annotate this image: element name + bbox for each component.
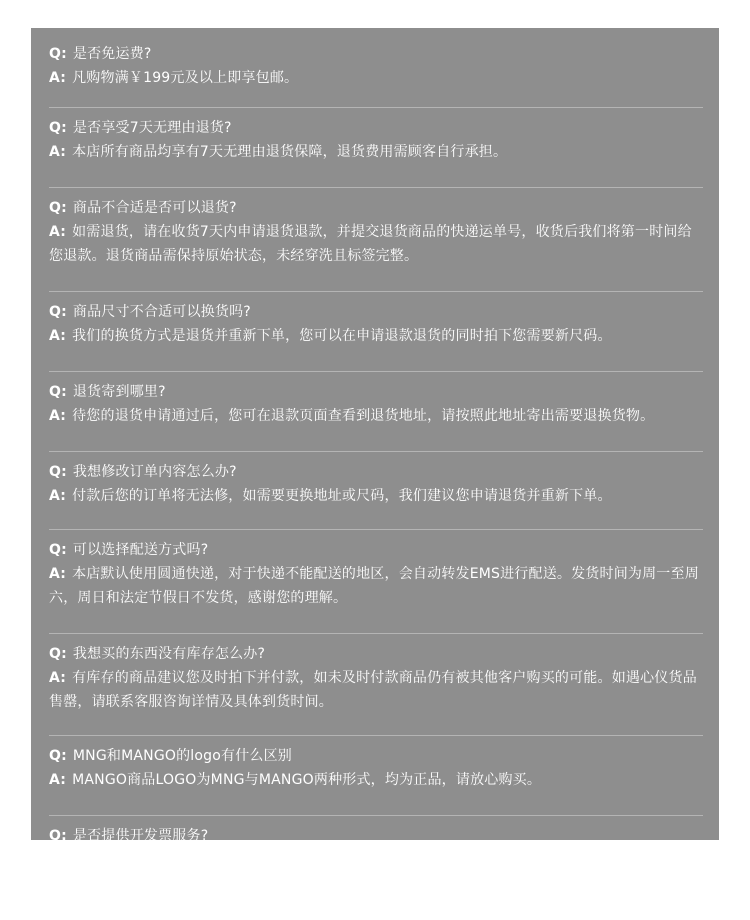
- faq-question: [49, 460, 703, 484]
- faq-question: [49, 824, 703, 848]
- question-prefix: Q:: [49, 542, 67, 558]
- question-prefix: Q:: [49, 120, 67, 136]
- question-text: 我想修改订单内容怎么办?: [72, 464, 237, 480]
- question-prefix: Q:: [49, 748, 67, 764]
- question-text: 商品不合适是否可以退货?: [72, 200, 237, 216]
- question-text: 是否提供开发票服务?: [72, 828, 209, 844]
- faq-answer: [49, 848, 703, 896]
- faq-item: [49, 300, 703, 372]
- faq-answer: [49, 324, 703, 348]
- faq-question: [49, 642, 703, 666]
- question-text: 我想买的东西没有库存怎么办?: [72, 646, 266, 662]
- answer-prefix: A:: [49, 670, 67, 686]
- question-text: 是否享受7天无理由退货?: [72, 120, 232, 136]
- faq-question: [49, 538, 703, 562]
- answer-text: 本店所有商品均享有7天无理由退货保障，退货费用需顾客自行承担。: [72, 144, 508, 160]
- faq-answer: [49, 220, 703, 268]
- question-text: 退货寄到哪里?: [72, 384, 166, 400]
- question-prefix: Q:: [49, 464, 67, 480]
- answer-text: 待您的退货申请通过后，您可在退款页面查看到退货地址，请按照此地址寄出需要退换货物。: [72, 408, 655, 424]
- faq-answer: [49, 404, 703, 428]
- faq-panel: [31, 28, 719, 892]
- faq-item: [49, 538, 703, 634]
- answer-text: 有库存的商品建议您及时拍下并付款，如未及时付款商品仍有被其他客户购买的可能。如遇心仪货品售罄，请联系客服咨询详情及具体到货时间。: [49, 670, 697, 710]
- question-prefix: Q:: [49, 828, 67, 844]
- answer-text: 付款后您的订单将无法修，如需要更换地址或尺码，我们建议您申请退货并重新下单。: [72, 488, 612, 504]
- answer-text: 我们的换货方式是退货并重新下单，您可以在申请退款退货的同时拍下您需要新尺码。: [72, 328, 612, 344]
- answer-text: 如需退货，请在收货7天内申请退货退款，并提交退货商品的快递运单号，收货后我们将第一时间给您退款。退货商品需保持原始状态，未经穿洗且标签完整。: [49, 224, 692, 264]
- faq-item: [49, 42, 703, 108]
- faq-item: [49, 642, 703, 736]
- faq-question: [49, 300, 703, 324]
- faq-question: [49, 380, 703, 404]
- faq-question: [49, 196, 703, 220]
- question-prefix: Q:: [49, 384, 67, 400]
- answer-text: 本店默认使用圆通快递，对于快递不能配送的地区，会自动转发EMS进行配送。发货时间为周一至周六，周日和法定节假日不发货，感谢您的理解。: [49, 566, 699, 606]
- answer-prefix: A:: [49, 408, 67, 424]
- answer-prefix: A:: [49, 566, 67, 582]
- answer-prefix: A:: [49, 852, 67, 868]
- faq-question: [49, 116, 703, 140]
- question-prefix: Q:: [49, 200, 67, 216]
- faq-answer: [49, 768, 703, 792]
- faq-answer: [49, 66, 703, 90]
- question-text: MNG和MANGO的logo有什么区别: [72, 748, 293, 764]
- answer-prefix: A:: [49, 224, 67, 240]
- question-prefix: Q:: [49, 646, 67, 662]
- question-text: 可以选择配送方式吗?: [72, 542, 209, 558]
- faq-item: [49, 824, 703, 920]
- answer-prefix: A:: [49, 328, 67, 344]
- faq-answer: [49, 562, 703, 610]
- faq-answer: [49, 140, 703, 164]
- answer-text: MANGO商品LOGO为MNG与MANGO两种形式，均为正品，请放心购买。: [72, 772, 542, 788]
- faq-answer: [49, 484, 703, 508]
- faq-question: [49, 744, 703, 768]
- question-prefix: Q:: [49, 46, 67, 62]
- question-prefix: Q:: [49, 304, 67, 320]
- answer-prefix: A:: [49, 144, 67, 160]
- faq-item: [49, 460, 703, 530]
- faq-question: [49, 42, 703, 66]
- faq-item: [49, 196, 703, 292]
- answer-text: 目前本店仅提供电子发票，您可以在“已购买宝贝”的订单页 - 订单详情中选择“申请发票”并确认发票抬头（默认是收货人姓名），确认收货后就可以在相同位置查看和下载电子发票。: [49, 852, 699, 892]
- faq-answer: [49, 666, 703, 714]
- answer-text: 凡购物满￥199元及以上即享包邮。: [72, 70, 299, 86]
- answer-prefix: A:: [49, 70, 67, 86]
- question-text: 商品尺寸不合适可以换货吗?: [72, 304, 251, 320]
- answer-prefix: A:: [49, 772, 67, 788]
- faq-item: [49, 116, 703, 188]
- faq-item: [49, 380, 703, 452]
- answer-prefix: A:: [49, 488, 67, 504]
- question-text: 是否免运费?: [72, 46, 152, 62]
- faq-item: [49, 744, 703, 816]
